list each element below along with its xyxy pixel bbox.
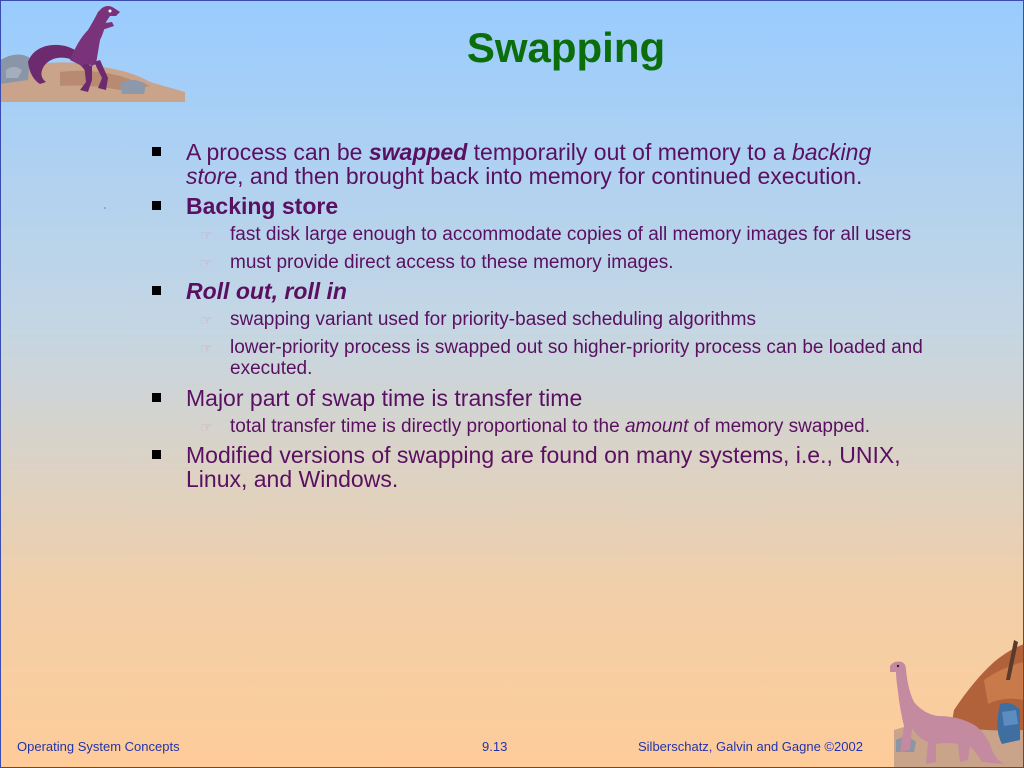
footer-slide-number: 9.13 [482, 739, 508, 754]
sub-bullet [148, 309, 928, 331]
sub-bullet-text: total transfer time is directly proportional to the amount of memory swapped. [230, 415, 870, 437]
pointing-hand-icon: ☞ [200, 227, 213, 243]
bullet-text: Major part of swap time is transfer time [186, 384, 583, 411]
sub-bullet [148, 416, 928, 438]
bullet-text: Modified versions of swapping are found on many systems, i.e., UNIX, Linux, and Windows. [186, 442, 901, 492]
bullet-text: Roll out, roll in [186, 278, 347, 304]
square-bullet-icon [152, 201, 161, 210]
dinosaur-landscape-icon [884, 640, 1024, 768]
sub-bullet [148, 337, 928, 380]
square-bullet-icon [152, 393, 161, 402]
footer-copyright: Silberschatz, Galvin and Gagne ©2002 [638, 739, 863, 754]
sub-bullet-text: swapping variant used for priority-based scheduling algorithms [230, 309, 756, 330]
square-bullet-icon [152, 286, 161, 295]
pointing-hand-icon: ☞ [200, 418, 213, 435]
bullet-list [148, 140, 928, 497]
bullet-backing-store [148, 194, 928, 218]
sub-bullet-text: must provide direct access to these memory images. [230, 251, 674, 273]
bullet-transfer-time [148, 386, 928, 410]
stray-dot [104, 207, 106, 209]
bullet-roll-out-roll-in [148, 279, 928, 303]
dinosaur-on-rock-icon [0, 0, 190, 110]
pointing-hand-icon: ☞ [200, 254, 213, 271]
bullet-text: A process can be swapped temporarily out of memory to a backing store, and then brought back into memory for continued execution. [186, 139, 872, 189]
sub-bullet [148, 252, 928, 274]
pointing-hand-icon: ☞ [200, 312, 213, 328]
square-bullet-icon [152, 450, 161, 459]
sub-bullet-text: lower-priority process is swapped out so higher-priority process can be loaded and executed. [230, 336, 923, 379]
slide-title: Swapping [466, 24, 666, 71]
square-bullet-icon [152, 147, 161, 156]
bullet-swapped-definition [148, 140, 928, 188]
pointing-hand-icon: ☞ [200, 339, 213, 356]
sub-bullet-text: fast disk large enough to accommodate copies of all memory images for all users [230, 224, 912, 245]
bullet-modified-versions [148, 443, 928, 491]
sub-bullet [148, 224, 928, 246]
bullet-text: Backing store [186, 193, 339, 219]
footer-course-title: Operating System Concepts [17, 739, 180, 754]
